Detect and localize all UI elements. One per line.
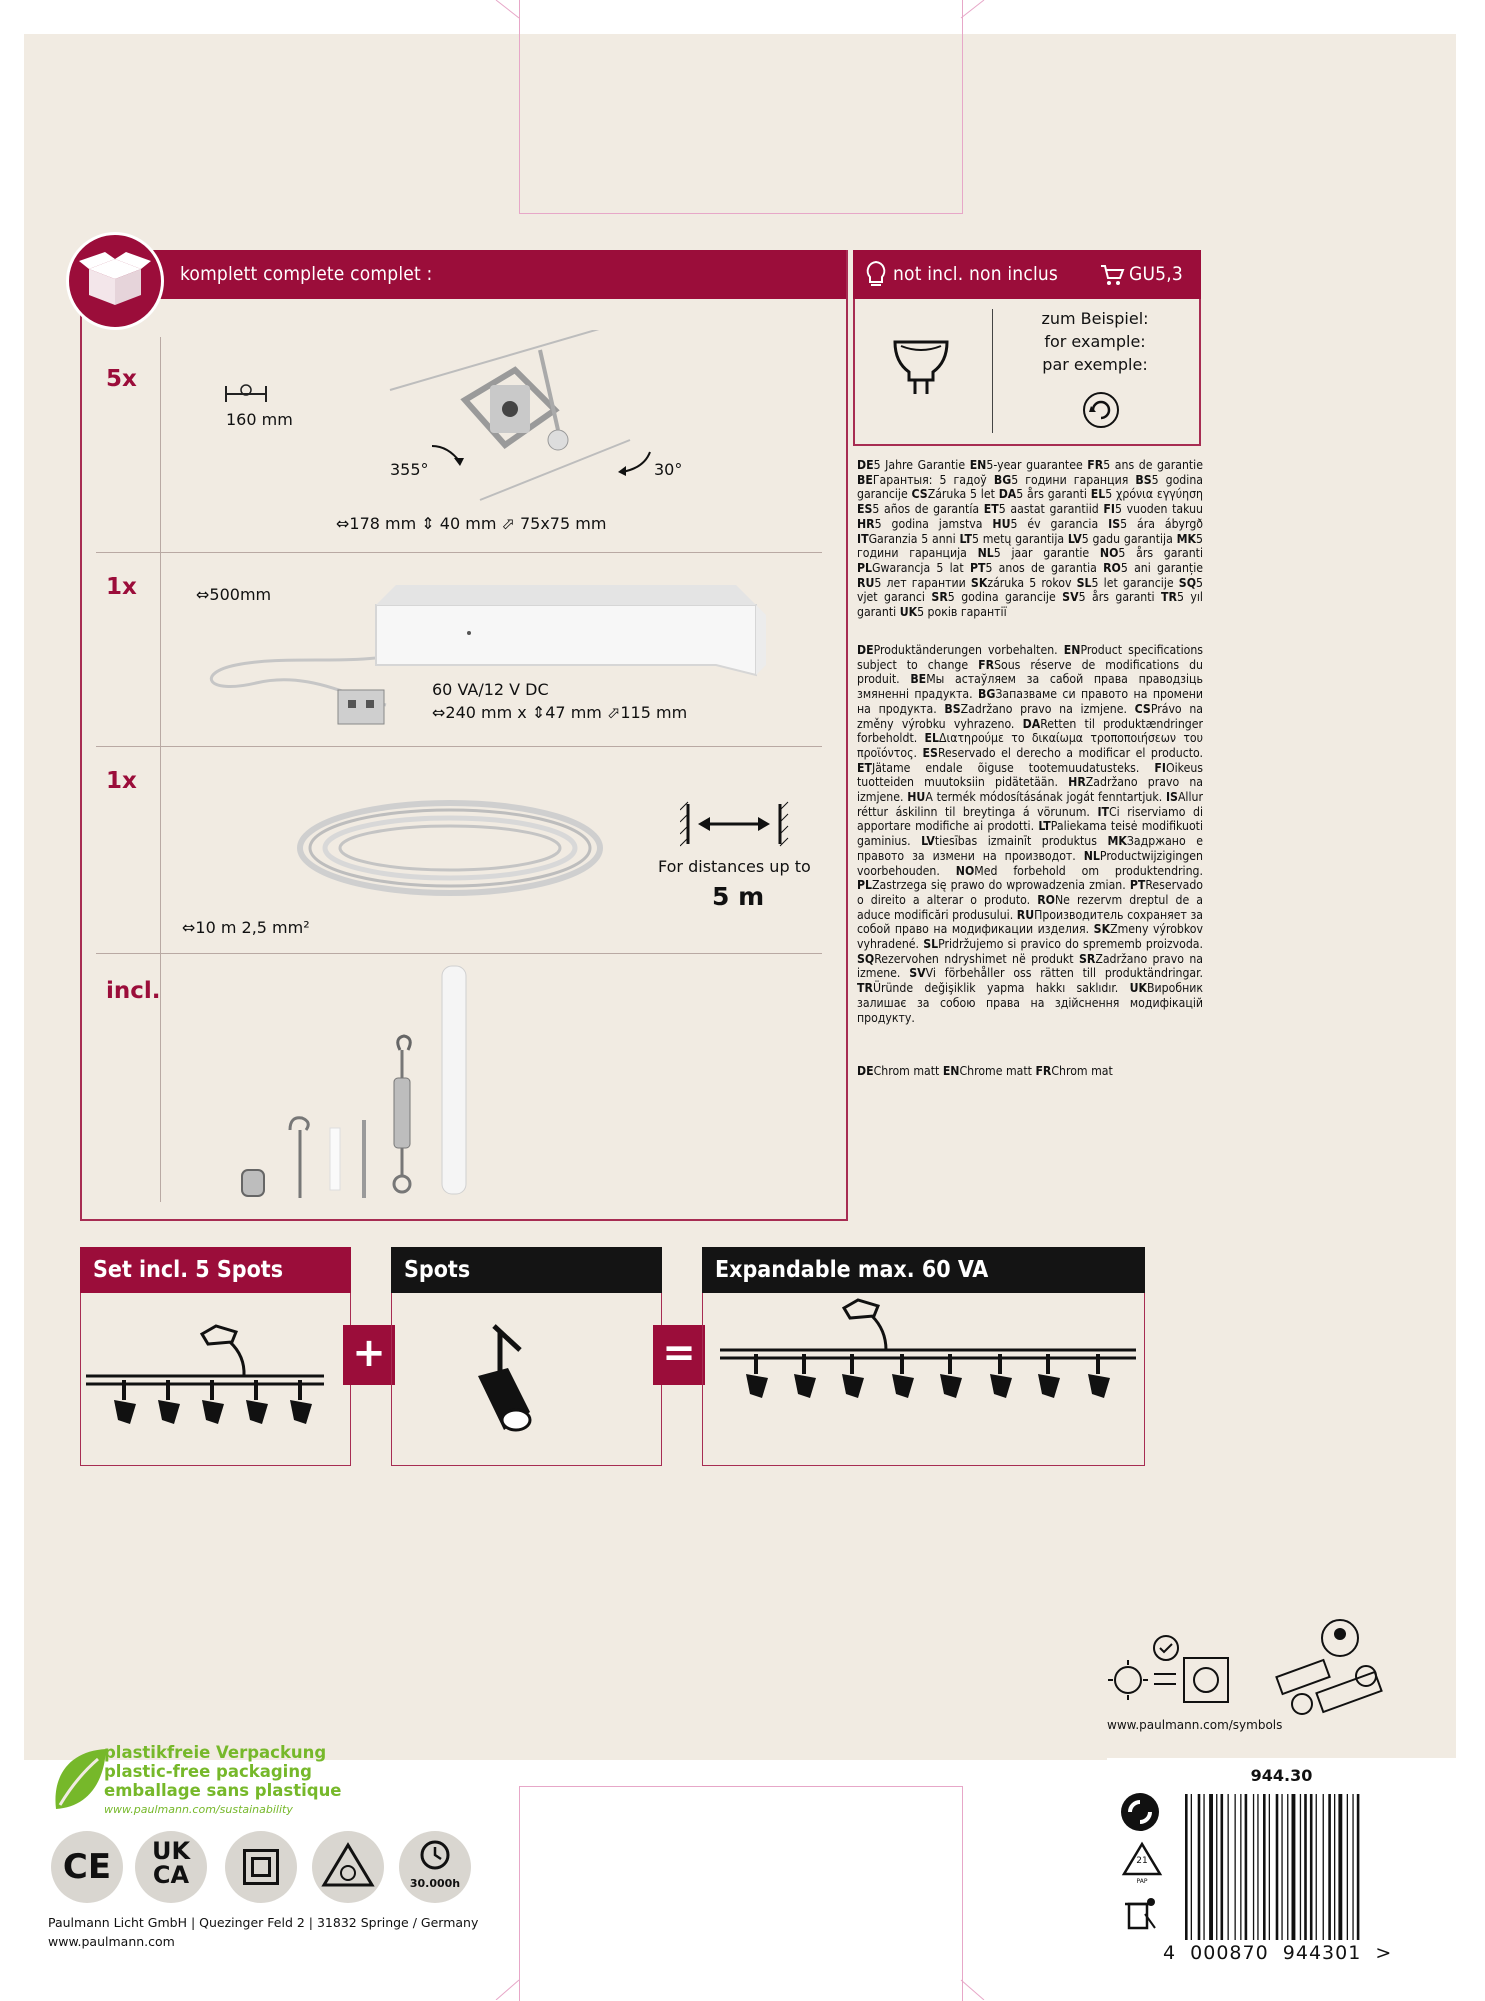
article-number: 944.30 xyxy=(1250,1766,1313,1785)
lang-code: CS xyxy=(911,487,928,502)
lang-text: Производитель сохраняет за собой право на модификации изделия. xyxy=(857,907,1204,937)
finish-text xyxy=(857,1064,1203,1079)
lang-text: 5 års garanti xyxy=(1016,487,1091,502)
lang-code: RO xyxy=(1103,560,1121,575)
lang-text: Chrom mat xyxy=(1051,1064,1113,1078)
single-spot-illustration xyxy=(460,1320,570,1440)
lang-code: UK xyxy=(899,605,918,620)
lang-code: FI xyxy=(1154,760,1166,775)
distance-icon xyxy=(680,800,790,850)
rotate-left-icon xyxy=(428,440,468,470)
expand-header: Expandable max. 60 VA xyxy=(702,1247,1145,1293)
lang-code: FR xyxy=(1087,458,1104,472)
barcode-bar xyxy=(1203,1794,1204,1940)
lang-text: Zastrzega się prawo do wprowadzenia zmian. xyxy=(872,878,1130,893)
lang-code: LV xyxy=(921,834,935,849)
rotation-horizontal: 355° xyxy=(390,460,429,479)
barcode-bar xyxy=(1310,1794,1313,1940)
lang-text: 5 лет гарантии xyxy=(874,575,971,590)
lang-code: HU xyxy=(907,790,926,805)
lang-code: TR xyxy=(857,981,873,996)
lang-text: 5 χρόνια εγγύηση xyxy=(1105,487,1203,502)
spot-spacing: 160 mm xyxy=(226,410,293,429)
lang-code: SR xyxy=(931,590,948,605)
barcode-bar xyxy=(1316,1794,1317,1940)
wire-spec: ⇔10 m 2,5 mm² xyxy=(182,918,310,937)
protection-class-icon xyxy=(225,1831,297,1903)
barcode-bar xyxy=(1287,1794,1288,1940)
barcode-bar xyxy=(1300,1794,1301,1940)
lang-text: Product specifications subject to change xyxy=(857,643,1203,672)
lang-text: Zadržano pravo na izmjene. xyxy=(960,701,1135,716)
lang-code: EN xyxy=(942,1064,960,1078)
lang-code: BG xyxy=(977,687,996,702)
lang-text: 5 års garanti xyxy=(1118,546,1203,561)
lang-code: HR xyxy=(857,516,875,531)
lang-text: Paliekama teisė modifikuoti gaminius. xyxy=(857,819,1203,849)
set-illustration xyxy=(80,1320,340,1430)
gu53-bulb-icon xyxy=(889,336,953,402)
plus-sign: + xyxy=(343,1325,395,1385)
lang-text: 5 години гаранција xyxy=(857,531,1204,561)
lang-code: SR xyxy=(1078,951,1096,966)
company-address xyxy=(48,1913,478,1951)
distance-value: 5 m xyxy=(712,882,765,911)
lang-text: Zadržano pravo na izmene. xyxy=(857,951,1203,981)
lang-text: Právo na změny výrobku vyhrazeno. xyxy=(857,701,1203,731)
plastic-free-de: plastikfreie Verpackung xyxy=(104,1743,327,1762)
lang-code: PT xyxy=(969,560,986,575)
lang-text: Gwarancja 5 lat xyxy=(872,560,970,575)
barcode-bar xyxy=(1245,1794,1248,1940)
dimmer-icon xyxy=(1079,390,1123,430)
lang-text: Διατηρούμε το δικαίωμα τροποποιήσεων του προϊόντος. xyxy=(857,731,1203,760)
example-line-en: for example: xyxy=(1044,332,1146,351)
wire-coil-illustration xyxy=(290,790,610,910)
qty-wire: 1x xyxy=(106,768,137,794)
lang-code: SK xyxy=(1093,922,1111,937)
lang-text: Rezervohen ndryshimet në produkt xyxy=(874,951,1079,966)
ce-mark: CE xyxy=(51,1831,123,1903)
installation-symbols xyxy=(1268,1618,1398,1718)
symbols-url: www.paulmann.com/symbols xyxy=(1107,1718,1283,1732)
lang-code: RU xyxy=(857,575,875,590)
barcode-bar xyxy=(1235,1794,1236,1940)
lang-text: Záruka 5 let xyxy=(927,487,999,502)
barcode-bar xyxy=(1240,1794,1241,1940)
lang-code: BE xyxy=(910,672,927,687)
lang-text: 5 vuoden takuu xyxy=(1114,502,1203,517)
barcode-bar xyxy=(1304,1794,1307,1940)
lang-text: Oikeus tuotteiden muutoksiin pidätetään. xyxy=(857,760,1203,790)
lang-code: SL xyxy=(1076,575,1092,590)
barcode-bar xyxy=(1185,1794,1188,1940)
lang-text: Jätame endale õiguse tootemuudatusteks. xyxy=(871,760,1155,775)
lang-text: Produktänderungen vorbehalten. xyxy=(873,643,1064,657)
lang-code: SL xyxy=(923,937,939,952)
plastic-free-fr: emballage sans plastique xyxy=(104,1781,342,1800)
lang-code: MK xyxy=(1176,531,1197,546)
rotate-right-icon xyxy=(614,448,654,478)
barcode-bar xyxy=(1334,1794,1335,1940)
transformer-dimensions: ⇔240 mm x ⇕47 mm ⬀115 mm xyxy=(432,703,688,722)
contents-header-label: komplett complete complet : xyxy=(180,263,433,285)
not-included-header xyxy=(853,250,1201,299)
lang-code: MK xyxy=(1107,834,1127,849)
lang-text: 5 Jahre Garantie xyxy=(873,458,970,472)
recycle-material: PAP xyxy=(1136,1878,1148,1885)
barcode-bar xyxy=(1198,1794,1201,1940)
barcode-bar xyxy=(1328,1794,1331,1940)
transformer-power: 60 VA/12 V DC xyxy=(432,680,549,699)
green-dot-icon xyxy=(1118,1790,1162,1834)
lang-code: SK xyxy=(970,575,988,590)
lang-code: PL xyxy=(857,560,873,575)
lang-text: Zadržano pravo na izmjene. xyxy=(857,775,1203,805)
usage-symbols xyxy=(1100,1630,1280,1710)
lang-code: CS xyxy=(1134,701,1151,716)
lang-text: Productwijzigingen voorbehouden. xyxy=(857,848,1203,878)
barcode-bar xyxy=(1357,1794,1360,1940)
lang-code: BS xyxy=(944,701,961,716)
barcode-bar xyxy=(1191,1794,1192,1940)
barcode-bar xyxy=(1221,1794,1224,1940)
lang-code: FI xyxy=(1103,502,1115,517)
ukca-mark: UK CA xyxy=(135,1831,207,1903)
lang-text: 5 ani garanție xyxy=(1120,560,1203,575)
barcode-bar xyxy=(1257,1794,1258,1940)
lang-text: Reservado el derecho a modificar el producto. xyxy=(937,745,1203,760)
not-included-label: not incl. non inclus xyxy=(893,263,1059,285)
lifetime-icon: 30.000h xyxy=(399,1831,471,1903)
lang-code: ES xyxy=(922,745,938,760)
lang-text: Sous réserve de modifications du produit. xyxy=(857,657,1203,687)
lang-code: PL xyxy=(857,878,873,893)
lang-text: 5 év garancia xyxy=(1010,516,1109,531)
guarantee-text xyxy=(857,458,1203,620)
lang-code: IS xyxy=(1108,516,1121,531)
lang-code: LT xyxy=(1038,819,1051,834)
lang-text: 5 gadu garantija xyxy=(1081,531,1177,546)
lang-code: NO xyxy=(1099,546,1119,561)
lang-text: 5 metų garantija xyxy=(971,531,1068,546)
lang-code: LV xyxy=(1067,531,1082,546)
lang-code: IT xyxy=(1097,804,1109,819)
distance-text: For distances up to xyxy=(658,857,811,876)
lang-text: Zmeny výrobkov vyhradené. xyxy=(857,922,1203,952)
lang-text: 5 yıl garanti xyxy=(857,590,1203,620)
lang-text: záruka 5 rokov xyxy=(987,575,1077,590)
lang-text: 5 години гаранция xyxy=(1011,472,1136,487)
lang-text: Задржано е правото за измени на производот. xyxy=(857,834,1203,863)
barcode-bar xyxy=(1276,1794,1279,1940)
equals-sign: = xyxy=(653,1325,705,1385)
lang-code: NL xyxy=(1083,848,1100,863)
lang-code: LT xyxy=(959,531,972,546)
barcode-bar xyxy=(1269,1794,1270,1940)
lang-text: Vi förbehåller oss rätten till produktändringar. xyxy=(925,966,1203,981)
lang-code: UK xyxy=(1129,981,1147,996)
recycle-code: 21 xyxy=(1136,1856,1148,1866)
row-separator-2 xyxy=(96,746,822,747)
lang-text: 5 let garancije xyxy=(1091,575,1179,590)
lang-code: NL xyxy=(977,546,994,561)
lang-code: HU xyxy=(992,516,1011,531)
barcode-digits: 4 000870 944301 > xyxy=(1163,1942,1393,1964)
lang-text: Garanzia 5 anni xyxy=(868,531,960,546)
lang-code: RU xyxy=(1016,907,1035,922)
row-separator-3 xyxy=(96,953,822,954)
lang-text: 5 років гарантії xyxy=(917,605,1007,620)
lang-code: SQ xyxy=(857,951,875,966)
expanded-system-illustration xyxy=(714,1296,1144,1426)
lang-text: Виробник залишає за собою права на здійснення модифікацій продукту. xyxy=(857,981,1203,1025)
spot-dimensions: ⇔178 mm ⇕ 40 mm ⬀ 75x75 mm xyxy=(336,514,607,533)
lang-text: 5 godina garancije xyxy=(857,472,1203,502)
lang-text: 5 års garanti xyxy=(1078,590,1162,605)
barcode-bar xyxy=(1338,1794,1342,1940)
spacing-icon xyxy=(222,382,270,406)
lang-code: NO xyxy=(955,863,975,878)
product-changes-text xyxy=(857,643,1203,1025)
lang-code: DE xyxy=(857,643,874,657)
lang-code: ET xyxy=(857,760,872,775)
contents-divider xyxy=(160,337,161,1202)
lang-code: EL xyxy=(1090,487,1106,502)
barcode-bar xyxy=(1352,1794,1353,1940)
lang-text: Ci riserviamo di apportare modifiche ai prodotti. xyxy=(857,804,1203,834)
lang-text: 5 jaar garantie xyxy=(993,546,1100,561)
lang-code: FR xyxy=(1035,1064,1052,1078)
socket-icon xyxy=(1099,262,1125,288)
row-separator-1 xyxy=(96,552,822,553)
lang-code: HR xyxy=(1068,775,1086,790)
socket-label: GU5,3 xyxy=(1129,263,1183,285)
barcode-bar xyxy=(1347,1794,1348,1940)
lang-code: DA xyxy=(1022,716,1041,731)
spot-illustration xyxy=(380,330,640,510)
lang-code: EN xyxy=(1063,643,1081,657)
example-line-de: zum Beispiel: xyxy=(1041,309,1149,328)
lang-code: FR xyxy=(978,657,995,672)
barcode-bar xyxy=(1292,1794,1296,1940)
lang-code: IS xyxy=(1165,790,1178,805)
barcode-bar xyxy=(1253,1794,1254,1940)
sustainability-url: www.paulmann.com/sustainability xyxy=(104,1803,293,1816)
lang-code: ES xyxy=(857,502,873,517)
lang-text: 5 ans de garantie xyxy=(1103,458,1203,472)
lang-text: 5 aastat garantiid xyxy=(998,502,1104,517)
lang-code: IT xyxy=(857,531,869,546)
spots-header: Spots xyxy=(391,1247,662,1293)
barcode-bar xyxy=(1281,1794,1282,1940)
lang-code: SV xyxy=(909,966,926,981)
lang-text: 5 godina garancije xyxy=(947,590,1063,605)
qty-transformer: 1x xyxy=(106,574,137,600)
accessories-illustration xyxy=(230,960,490,1205)
lang-code: EN xyxy=(969,458,987,472)
company-url: www.paulmann.com xyxy=(48,1934,175,1949)
lang-code: SV xyxy=(1062,590,1079,605)
lang-text: 5 godina jamstva xyxy=(874,516,993,531)
rotation-vertical: 30° xyxy=(654,460,683,479)
set-header: Set incl. 5 Spots xyxy=(80,1247,351,1293)
plastic-free-text xyxy=(104,1743,342,1819)
lang-text: A termék módosításának jogát fenntartjuk. xyxy=(925,790,1166,805)
lang-text: 5 ára ábyrgð xyxy=(1120,516,1203,531)
furniture-mount-icon xyxy=(312,1831,384,1903)
contents-header xyxy=(110,250,846,299)
lang-text: Allur réttur áskilinn til breytinga á vörunum. xyxy=(857,790,1203,819)
lang-code: SQ xyxy=(1178,575,1197,590)
lang-text: 5-year guarantee xyxy=(986,458,1088,472)
lang-code: ET xyxy=(983,502,999,517)
lang-code: RO xyxy=(1037,892,1055,907)
lang-text: Med forbehold om produktendring. xyxy=(974,863,1203,878)
barcode-bar xyxy=(1228,1794,1229,1940)
barcode xyxy=(1183,1794,1405,1940)
lang-text: tiesības izmainīt produktus xyxy=(934,834,1108,849)
plastic-free-en: plastic-free packaging xyxy=(104,1762,312,1781)
lang-text: Гарантыя: 5 гадоў xyxy=(872,472,994,487)
lang-code: DE xyxy=(857,458,874,472)
lang-text: 5 anos de garantia xyxy=(985,560,1104,575)
example-divider xyxy=(992,309,993,433)
lang-code: BS xyxy=(1135,472,1152,487)
cable-length: ⇔500mm xyxy=(196,585,272,604)
leaf-icon xyxy=(50,1745,110,1815)
lang-text: Pridržujemo si pravico do sprememb proizvoda. xyxy=(938,937,1203,952)
lang-text: 5 años de garantía xyxy=(872,502,984,517)
company-line: Paulmann Licht GmbH | Quezinger Feld 2 | 31832 Springe / Germany xyxy=(48,1915,479,1930)
example-text xyxy=(1000,307,1190,376)
lang-text: Chrome matt xyxy=(959,1064,1036,1078)
lang-code: PT xyxy=(1129,878,1146,893)
lang-code: DE xyxy=(857,1064,874,1078)
qty-spots: 5x xyxy=(106,366,137,392)
lightbulb-icon xyxy=(863,259,889,289)
lang-text: Retten til produktændringer forbeholdt. xyxy=(857,716,1203,746)
lang-text: 5 vjet garanci xyxy=(857,575,1203,605)
example-line-fr: par exemple: xyxy=(1042,355,1148,374)
barcode-bar xyxy=(1323,1794,1324,1940)
lang-code: DA xyxy=(998,487,1017,502)
lang-text: Reservado o direito a alterar o produto. xyxy=(857,878,1203,907)
lang-code: TR xyxy=(1161,590,1177,605)
lang-text: Üründe değişiklik yapma hakkı saklıdır. xyxy=(872,981,1130,996)
lang-code: BE xyxy=(857,472,873,487)
lang-text: Chrom matt xyxy=(873,1064,943,1078)
lang-text: Ne rezervm dreptul de a aduce modificări produsului. xyxy=(857,892,1203,922)
barcode-bar xyxy=(1263,1794,1266,1940)
lang-text: Запазваме си правото на промени на продукта. xyxy=(857,687,1203,716)
barcode-bar xyxy=(1209,1794,1213,1940)
box-icon xyxy=(66,232,164,330)
lang-text: Мы астаўляем за сабой права праводзіць змяненні прадукта. xyxy=(857,672,1203,702)
barcode-bar xyxy=(1216,1794,1217,1940)
lang-code: EL xyxy=(924,731,940,746)
waste-bin-icon xyxy=(1121,1894,1161,1934)
qty-included: incl. xyxy=(106,978,161,1004)
lang-code: BG xyxy=(993,472,1012,487)
